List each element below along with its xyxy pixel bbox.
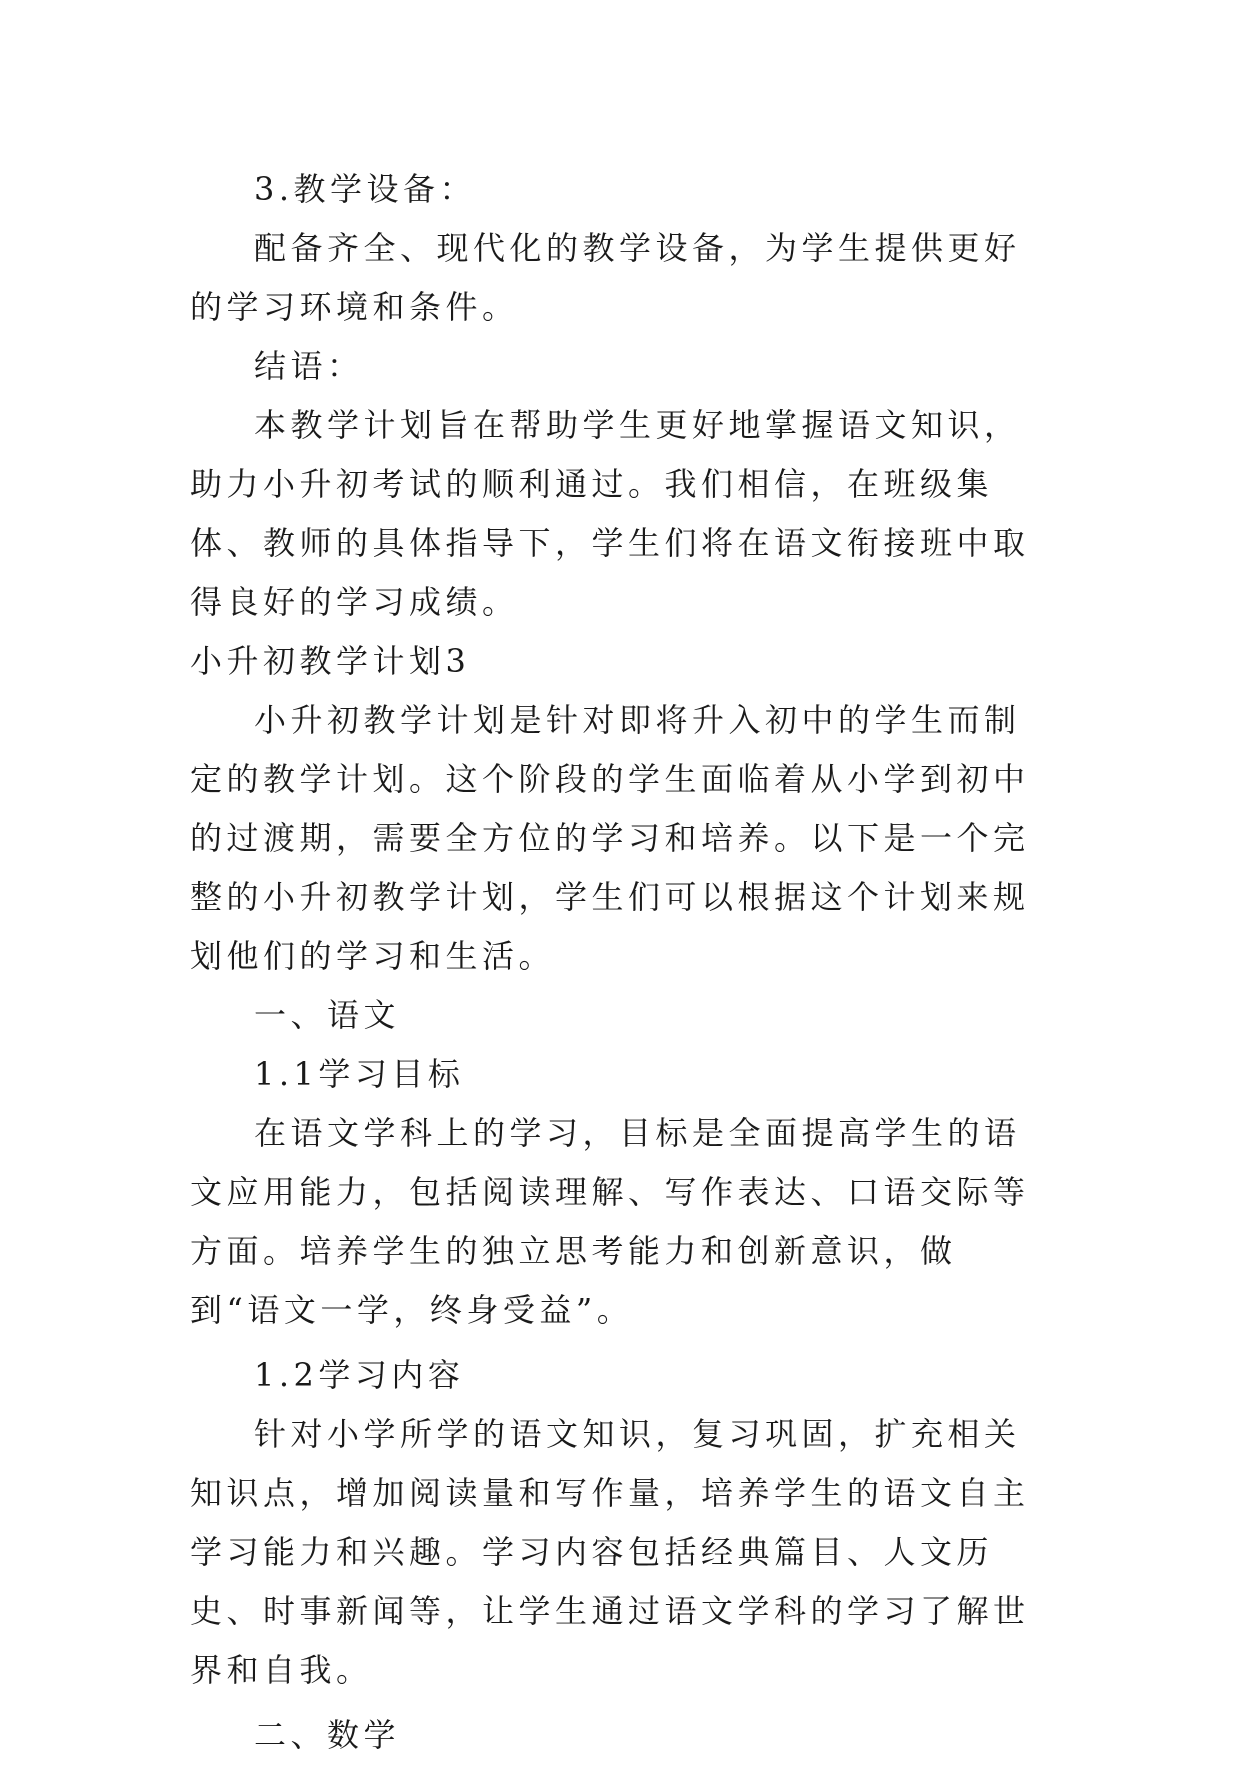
plan-title: 小升初教学计划3 <box>190 642 471 680</box>
conclusion-heading: 结语： <box>254 347 364 385</box>
subheading-content: 1.2学习内容 <box>254 1356 465 1394</box>
content-paragraph: 针对小学所学的语文知识，复习巩固，扩充相关知识点，增加阅读量和写作量，培养学生的语文自主学习能力和兴趣。学习内容包括经典篇目、人文历史、时事新闻等，让学生通过语文学科的学习了解世界和自我。 <box>190 1415 1030 1689</box>
equipment-paragraph: 配备齐全、现代化的教学设备，为学生提供更好的学习环境和条件。 <box>190 229 1021 326</box>
section-heading-math: 二、数学 <box>254 1716 401 1754</box>
section-heading-chinese: 一、语文 <box>254 996 401 1034</box>
equipment-heading: 3.教学设备： <box>254 170 477 208</box>
subheading-goals: 1.1学习目标 <box>254 1055 465 1093</box>
goals-paragraph: 在语文学科上的学习，目标是全面提高学生的语文应用能力，包括阅读理解、写作表达、口语交际等方面。培养学生的独立思考能力和创新意识，做到“语文一学，终身受益”。 <box>190 1114 1030 1329</box>
plan-intro-paragraph: 小升初教学计划是针对即将升入初中的学生而制定的教学计划。这个阶段的学生面临着从小学到初中的过渡期，需要全方位的学习和培养。以下是一个完整的小升初教学计划，学生们可以根据这个计划来规划他们的学习和生活。 <box>190 701 1030 975</box>
conclusion-paragraph: 本教学计划旨在帮助学生更好地掌握语文知识，助力小升初考试的顺利通过。我们相信，在班级集体、教师的具体指导下，学生们将在语文衔接班中取得良好的学习成绩。 <box>190 406 1030 621</box>
document-body <box>190 160 1050 1765</box>
